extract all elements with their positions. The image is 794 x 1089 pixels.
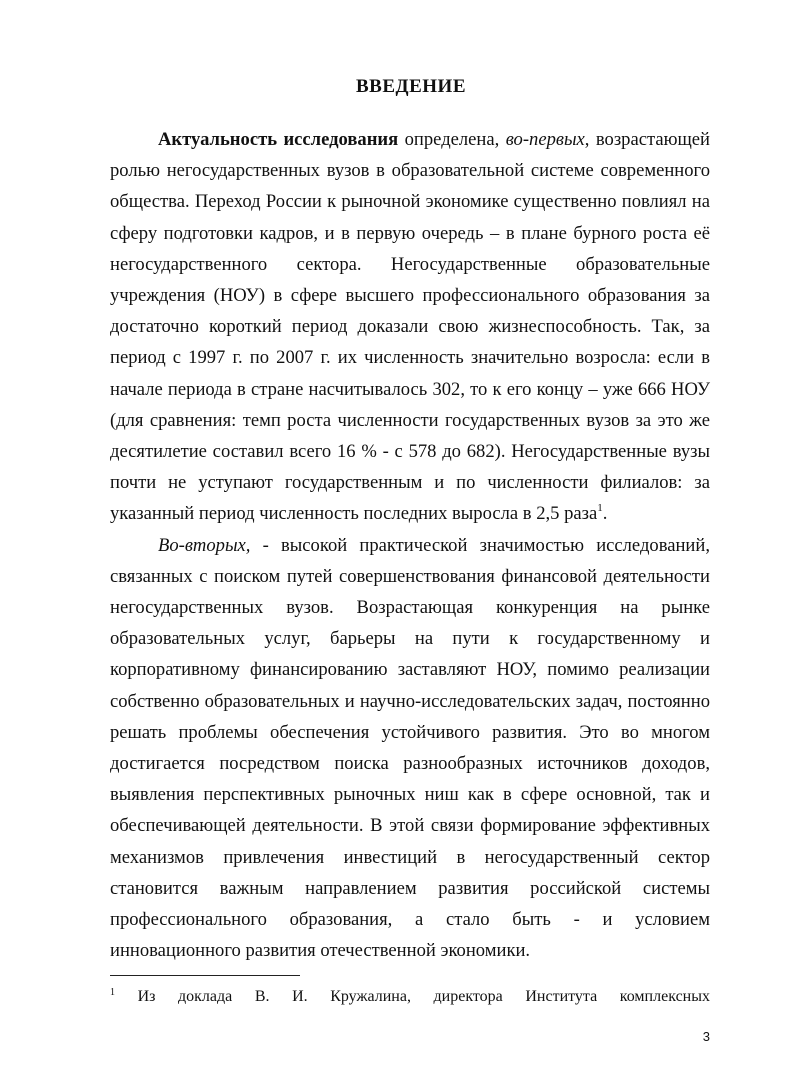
paragraph-relevance (110, 124, 710, 530)
relevance-lead: Актуальность исследования (158, 129, 399, 150)
footnote-reference[interactable]: 1 (597, 502, 603, 515)
footnote-divider (110, 975, 300, 976)
page-title: ВВЕДЕНИЕ (356, 76, 466, 97)
second-reason-text: - высокой практической значимостью исследований, связанных с поиском путей совершенствования финансовой деятельности негосударственных вузов. Возрастающая конкуренция на рынке образовательных услуг, барьеры на пути к государственному и корпоративному финансированию заставляют НОУ, помимо реализации собственно образовательных и научно-исследовательских задач, постоянно решать проблемы обеспечения устойчивого развития. Это во многом достигается посредством поиска разнообразных источников доходов, выявления перспективных рыночных ниш как в сфере основной, так и обеспечивающей деятельности. В этой связи формирование эффективных механизмов привлечения инвестиций в негосударственный сектор становится важным направлением развития российской системы профессионального образования, а стало быть - и условием инновационного развития отечественной экономики. (110, 534, 710, 962)
footnote-marker: 1 (110, 987, 115, 998)
relevance-text-end: . (602, 503, 608, 525)
page-number: 3 (702, 1029, 710, 1044)
second-reason-label: Во-вторых, (158, 534, 251, 556)
relevance-text-a: определена, (398, 129, 506, 150)
main-text (110, 124, 710, 966)
first-reason-label: во-первых (505, 129, 585, 150)
footnote (110, 986, 710, 1008)
paragraph-second-reason (110, 530, 710, 967)
relevance-text-b: , возрастающей ролью негосударственных вузов в образовательной системе современного общества. Переход России к рыночной экономике существенно повлиял на сферу подготовки кадров, и в первую очередь – в плане бурного роста её негосударственного сектора. Негосударственные образовательные учреждения (НОУ) в сфере высшего профессионального образования за достаточно короткий период доказали свою жизнеспособность. Так, за период с 1997 г. по 2007 г. их численность значительно возросла: если в начале периода в стране насчитывалось 302, то к его концу – уже 666 НОУ (для сравнения: темп роста численности государственных вузов за это же десятилетие составил всего 16 % - с 578 до 682). Негосударственные вузы почти не уступают государственным и по численности филиалов: за указанный период численность последних выросла в 2,5 раза (110, 129, 710, 525)
footnote-text: Из доклада В. И. Кружалина, директора Института комплексных (115, 988, 710, 1005)
